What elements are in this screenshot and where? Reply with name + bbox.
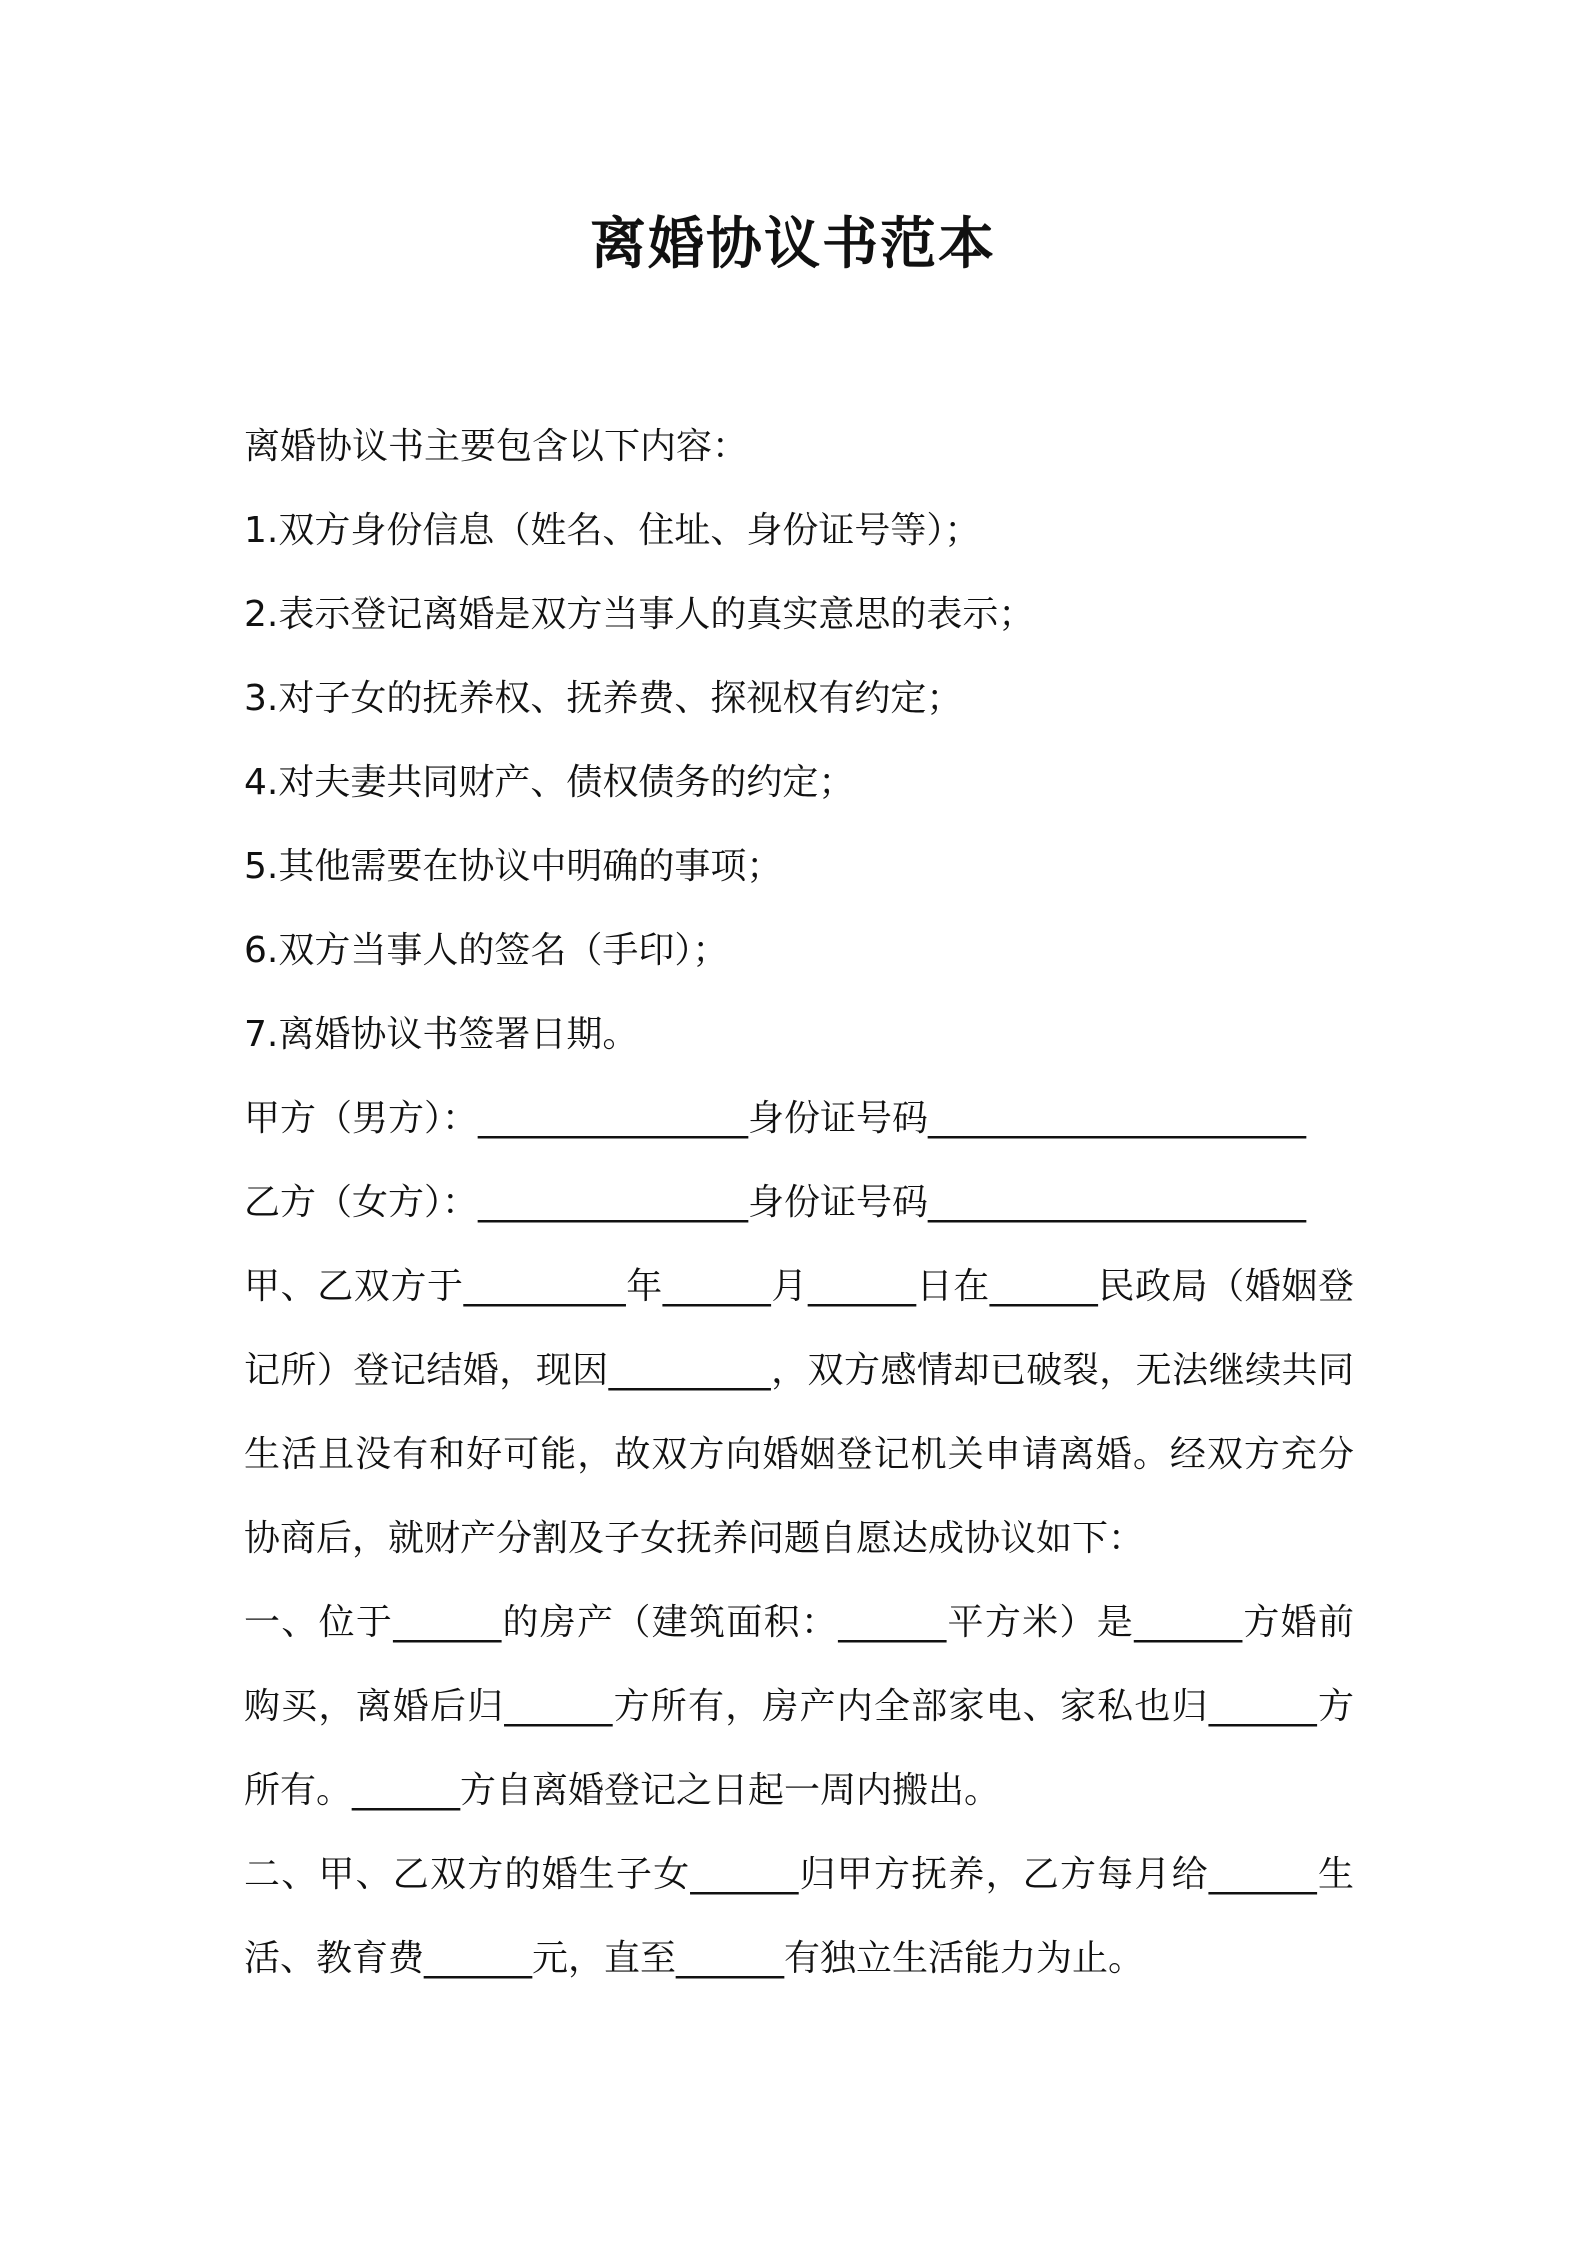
party-b-line: 乙方（女方）：_______________身份证号码_____________________: [244, 1182, 1307, 1223]
intro-text: 离婚协议书主要包含以下内容：: [244, 426, 749, 467]
list-item: 4.对夫妻共同财产、债权债务的约定；: [244, 762, 855, 803]
document-title: 离婚协议书范本: [590, 212, 996, 277]
list-item: 5.其他需要在协议中明确的事项；: [244, 846, 783, 887]
clause-property: 一、位于______的房产（建筑面积：______平方米）是______方婚前购买，离婚后归______方所有，房产内全部家电、家私也归______方所有。______方自离婚登记之日起一周内搬出。: [244, 1602, 1354, 1811]
clause-child-custody: 二、甲、乙双方的婚生子女______归甲方抚养，乙方每月给______生活、教育费______元，直至______有独立生活能力为止。: [244, 1854, 1354, 1979]
list-item: 7.离婚协议书签署日期。: [244, 1014, 639, 1055]
document-body: [244, 405, 1354, 2001]
list-item: 6.双方当事人的签名（手印）；: [244, 930, 729, 971]
list-item: 2.表示登记离婚是双方当事人的真实意思的表示；: [244, 594, 1035, 635]
party-a-line: 甲方（男方）：_______________身份证号码_____________________: [244, 1098, 1307, 1139]
list-item: 1.双方身份信息（姓名、住址、身份证号等）；: [244, 510, 981, 551]
marriage-paragraph: 甲、乙双方于_________年______月______日在______民政局（婚姻登记所）登记结婚，现因_________，双方感情却已破裂，无法继续共同生活且没有和好可能，故双方向婚姻登记机关申请离婚。经双方充分协商后，就财产分割及子女抚养问题自愿达成协议如下：: [244, 1266, 1354, 1559]
list-item: 3.对子女的抚养权、抚养费、探视权有约定；: [244, 678, 963, 719]
